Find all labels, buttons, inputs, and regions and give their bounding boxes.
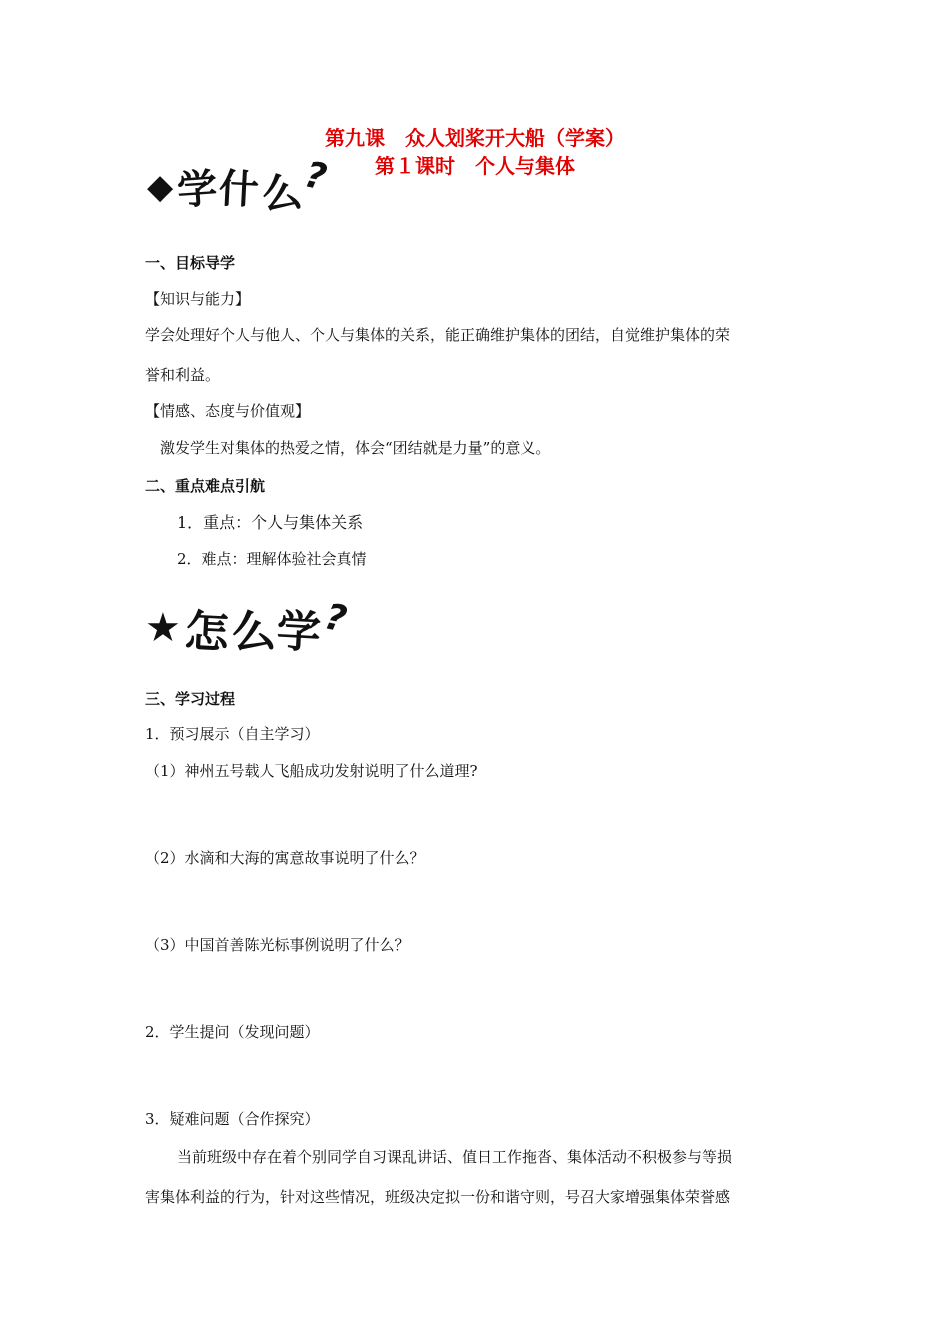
paragraph-line: 学会处理好个人与他人、个人与集体的关系，能正确维护集体的团结，自觉维护集体的荣: [145, 326, 731, 344]
banner-char: 么: [229, 605, 279, 660]
section-heading-process: 三、学习过程: [145, 690, 236, 708]
subheading-attitude: 【情感、态度与价值观】: [145, 402, 311, 420]
paragraph-line: 誉和利益。: [145, 366, 221, 384]
section-heading-goals: 一、目标导学: [145, 254, 236, 272]
banner-char: 学: [175, 165, 221, 215]
question-item: （1）神州五号载人飞船成功发射说明了什么道理?: [145, 762, 478, 780]
diamond-icon: ◆: [147, 166, 176, 207]
paragraph-line: 害集体利益的行为，针对这些情况，班级决定拟一份和谐守则，号召大家增强集体荣誉感: [145, 1188, 731, 1206]
step-preview: 1．预习展示（自主学习）: [145, 725, 320, 743]
banner-char: 什: [217, 165, 263, 215]
question-item: （3）中国首善陈光标事例说明了什么？: [145, 936, 410, 954]
section-heading-focus: 二、重点难点引航: [145, 477, 266, 495]
subheading-knowledge: 【知识与能力】: [145, 290, 251, 308]
star-icon: ★: [145, 605, 183, 651]
banner-char: 学: [275, 605, 324, 660]
banner-what-to-learn: [147, 154, 333, 220]
banner-how-to-learn: [145, 595, 352, 660]
step-questions: 2．学生提问（发现问题）: [145, 1023, 320, 1041]
paragraph-line: 当前班级中存在着个别同学自习课乱讲话、值日工作拖沓、集体活动不积极参与等损: [177, 1148, 733, 1166]
lesson-subtitle: 第１课时 个人与集体: [375, 154, 575, 178]
list-item-difficulty: 2．难点：理解体验社会真情: [177, 550, 367, 568]
step-explore: 3．疑难问题（合作探究）: [145, 1110, 320, 1128]
banner-char: 么: [259, 168, 307, 220]
question-mark-icon: ?: [301, 154, 333, 200]
question-item: （2）水滴和大海的寓意故事说明了什么？: [145, 849, 425, 867]
paragraph-line: 激发学生对集体的热爱之情，体会“团结就是力量”的意义。: [160, 439, 551, 457]
banner-char: 怎: [183, 605, 232, 660]
lesson-title: 第九课 众人划桨开大船（学案）: [325, 126, 625, 150]
list-item-focus: 1．重点：个人与集体关系: [177, 513, 364, 532]
question-mark-icon: ?: [320, 595, 352, 641]
